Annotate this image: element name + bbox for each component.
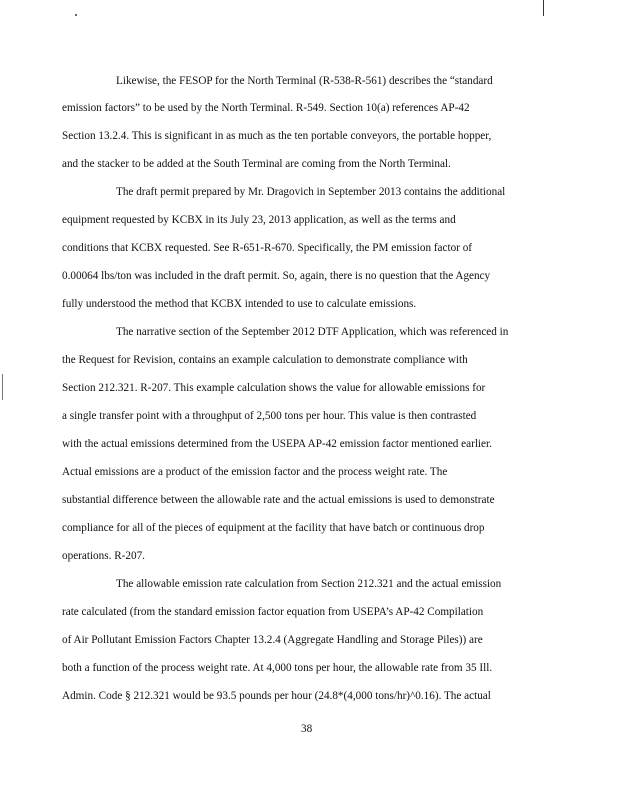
text-line: Likewise, the FESOP for the North Terminal (R-538-R-561) describes the “standard bbox=[116, 75, 493, 87]
text-line: Section 13.2.4. This is significant in as much as the ten portable conveyors, the portable hopper, bbox=[62, 130, 492, 142]
text-line: compliance for all of the pieces of equipment at the facility that have batch or continuous drop bbox=[62, 522, 485, 534]
text-line: with the actual emissions determined from the USEPA AP-42 emission factor mentioned earlier. bbox=[62, 438, 492, 450]
text-line: the Request for Revision, contains an example calculation to demonstrate compliance with bbox=[62, 354, 468, 366]
text-line: rate calculated (from the standard emission factor equation from USEPA’s AP-42 Compilation bbox=[62, 606, 484, 618]
text-line: fully understood the method that KCBX intended to use to calculate emissions. bbox=[62, 298, 417, 310]
text-line: conditions that KCBX requested. See R-651-R-670. Specifically, the PM emission factor of bbox=[62, 242, 473, 254]
scan-mark-dot bbox=[75, 14, 77, 16]
text-line: Section 212.321. R-207. This example calculation shows the value for allowable emissions for bbox=[62, 382, 486, 394]
scan-mark-left bbox=[2, 374, 3, 400]
text-line: The narrative section of the September 2012 DTF Application, which was referenced in bbox=[116, 326, 509, 338]
text-line: equipment requested by KCBX in its July 23, 2013 application, as well as the terms and bbox=[62, 214, 456, 226]
text-line: 0.00064 lbs/ton was included in the draft permit. So, again, there is no question that the Agency bbox=[62, 270, 491, 282]
text-line: The allowable emission rate calculation from Section 212.321 and the actual emission bbox=[116, 578, 502, 590]
page-number: 38 bbox=[301, 723, 313, 735]
text-line: Admin. Code § 212.321 would be 93.5 pounds per hour (24.8*(4,000 tons/hr)^0.16). The actual bbox=[62, 690, 491, 702]
text-line: operations. R-207. bbox=[62, 550, 145, 562]
text-line: of Air Pollutant Emission Factors Chapter 13.2.4 (Aggregate Handling and Storage Piles)) are bbox=[62, 634, 483, 646]
text-line: Actual emissions are a product of the emission factor and the process weight rate. The bbox=[62, 466, 448, 478]
text-line: and the stacker to be added at the South Terminal are coming from the North Terminal. bbox=[62, 158, 451, 170]
text-line: both a function of the process weight rate. At 4,000 tons per hour, the allowable rate from 35 Ill. bbox=[62, 662, 493, 674]
scan-mark-top bbox=[543, 0, 544, 16]
text-line: substantial difference between the allowable rate and the actual emissions is used to demonstrate bbox=[62, 494, 495, 506]
text-line: a single transfer point with a throughput of 2,500 tons per hour. This value is then contrasted bbox=[62, 410, 477, 422]
text-line: The draft permit prepared by Mr. Dragovich in September 2013 contains the additional bbox=[116, 186, 506, 198]
text-line: emission factors” to be used by the North Terminal. R-549. Section 10(a) references AP-42 bbox=[62, 102, 470, 114]
